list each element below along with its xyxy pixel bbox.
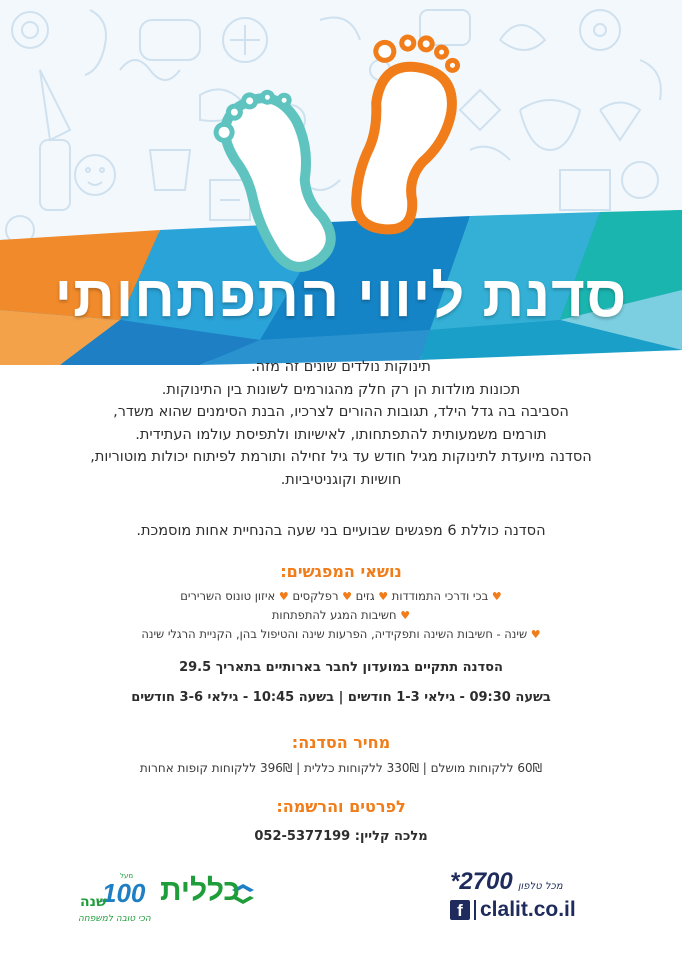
intro-line: הסדנה מיועדת לתינוקות מגיל חודש עד גיל זחילה ותורמת לפיתוח יכולות מוטוריות,	[90, 449, 592, 465]
divider	[474, 900, 476, 920]
clalit-logo	[72, 872, 262, 932]
poster-title: סדנת ליווי התפתחותי	[54, 264, 628, 329]
topic-item: רפלקסים	[292, 589, 339, 603]
topic-item: איזון טונוס השרירים	[180, 589, 276, 603]
location-line: הסדנה תתקיים במועדון לחבר בארותיים בתאריך 29.5	[179, 660, 503, 675]
topics-heading: נושאי המפגשים:	[280, 562, 402, 581]
baby-feet-illustration	[0, 0, 682, 300]
intro-line: הסביבה בה גדל הילד, תגובות ההורים לצרכיו, הבנת הסימנים שהוא משדר,	[113, 404, 569, 420]
intro-line: תינוקות נולדים שונים זה מזה.	[251, 359, 431, 375]
contact-line: מלכה קליין: 052-5377199	[254, 829, 428, 844]
topics-row	[20, 625, 662, 644]
price-line: 60₪ ללקוחות מושלם | 330₪ ללקוחות כללית | 396₪ ללקוחות קופות אחרות	[139, 761, 543, 775]
topics-list	[20, 587, 662, 644]
heart-icon: ♥	[491, 590, 502, 603]
topic-item: חשיבות המגע להתפתחות	[271, 608, 397, 622]
intro-paragraph	[40, 356, 642, 491]
topic-item: גזים	[355, 589, 375, 603]
contact-brand-block	[450, 868, 610, 922]
topic-item: בכי ודרכי התמודדות	[391, 589, 489, 603]
phone-number[interactable]: *2700	[450, 868, 513, 895]
heart-icon: ♥	[342, 590, 353, 603]
intro-line: חושיות וקוגניטיביות.	[280, 471, 402, 488]
website-link[interactable]: clalit.co.il	[480, 898, 576, 921]
orange-foot-icon	[331, 26, 468, 239]
topics-row	[20, 587, 662, 606]
phone-label: מכל טלפון	[517, 881, 563, 892]
logo-shana: שנה	[80, 894, 107, 910]
heart-icon: ♥	[530, 628, 541, 641]
topics-row	[20, 606, 662, 625]
price-heading: מחיר הסדנה:	[291, 733, 391, 752]
schedule-line: בשעה 09:30 - גילאי 1-3 חודשים | בשעה 10:45 - גילאי 3-6 חודשים	[131, 690, 551, 705]
topic-item: שינה - חשיבות השינה ותפקידיה, הפרעות שינה והטיפול בהן, הקניית הרגלי שינה	[141, 627, 528, 641]
heart-icon: ♥	[400, 609, 411, 622]
facebook-icon[interactable]: f	[450, 900, 470, 920]
logo-above: מעל	[120, 872, 134, 880]
logo-tagline: הכי טובה למשפחה	[78, 914, 151, 924]
logo-name: כללית	[160, 874, 240, 907]
heart-icon: ♥	[278, 590, 289, 603]
teal-foot-icon	[208, 83, 341, 280]
logo-100: 100	[102, 878, 146, 908]
workshop-summary: הסדנה כוללת 6 מפגשים שבועיים בני שעה בהנחיית אחות מוסמכת.	[136, 523, 546, 539]
contact-heading: לפרטים והרשמה:	[276, 797, 406, 816]
intro-line: תכונות מולדות הן רק חלק מהגורמים לשונות בין התינוקות.	[161, 381, 521, 398]
intro-line: תורמים משמעותית להתפתחותו, לאישיותו ולתפיסת עולמו העתידית.	[135, 426, 547, 443]
heart-icon: ♥	[378, 590, 389, 603]
